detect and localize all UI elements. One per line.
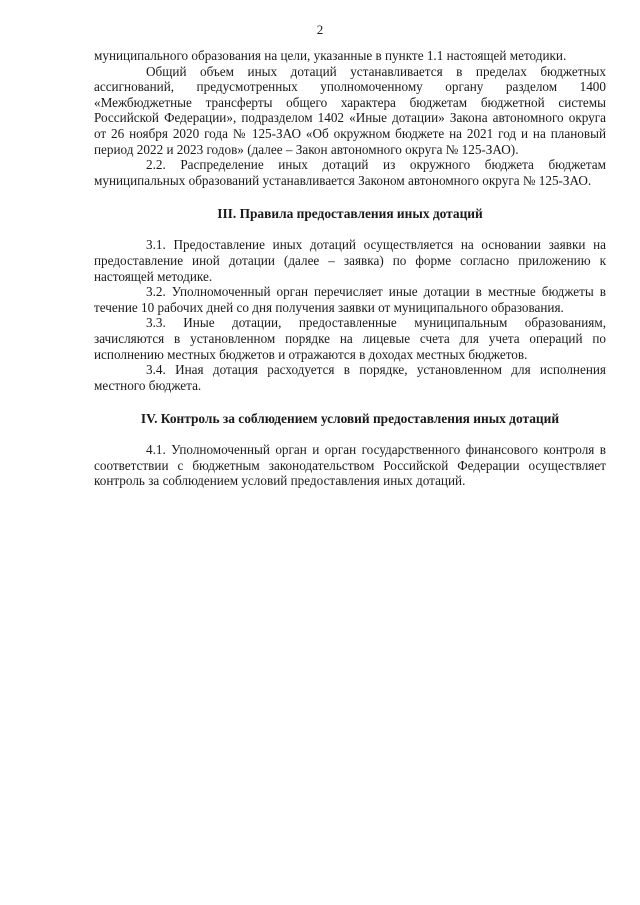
paragraph-3-1: 3.1. Предоставление иных дотаций осуществляется на основании заявки на предоставление иной дотации (далее – заявка) по форме согласно приложению к настоящей методике.: [94, 237, 606, 284]
document-body: [94, 48, 606, 489]
paragraph-2-2: 2.2. Распределение иных дотаций из окружного бюджета бюджетам муниципальных образований устанавливается Законом автономного округа № 125-ЗАО.: [94, 157, 606, 188]
section-4-title: IV. Контроль за соблюдением условий предоставления иных дотаций: [140, 411, 560, 427]
paragraph-3-4: 3.4. Иная дотация расходуется в порядке, установленном для исполнения местного бюджета.: [94, 362, 606, 393]
paragraph-total-volume: Общий объем иных дотаций устанавливается в пределах бюджетных ассигнований, предусмотренных уполномоченному органу разделом 1400 «Межбюджетные трансферты общего характера бюджетам бюджетной системы Российской Федерации», подразделом 1402 «Иные дотации» Закона автономного округа от 26 ноября 2020 года № 125-ЗАО «Об окружном бюджете на 2021 год и на плановый период 2022 и 2023 годов» (далее – Закон автономного округа № 125-ЗАО).: [94, 63, 606, 157]
paragraph-3-3: 3.3. Иные дотации, предоставленные муниципальным образованиям, зачисляются в установленном порядке на лицевые счета для учета операций по исполнению местных бюджетов и отражаются в доходах местных бюджетов.: [94, 315, 606, 362]
paragraph-3-2: 3.2. Уполномоченный орган перечисляет иные дотации в местные бюджеты в течение 10 рабочих дней со дня получения заявки от муниципального образования.: [94, 284, 606, 315]
paragraph-continuation: муниципального образования на цели, указанные в пункте 1.1 настоящей методики.: [94, 48, 567, 63]
section-3-title: III. Правила предоставления иных дотаций: [217, 206, 483, 222]
paragraph-4-1: 4.1. Уполномоченный орган и орган государственного финансового контроля в соответствии с бюджетным законодательством Российской Федерации осуществляет контроль за соблюдением условий предоставления иных дотаций.: [94, 442, 606, 489]
page-number: 2: [316, 22, 324, 37]
